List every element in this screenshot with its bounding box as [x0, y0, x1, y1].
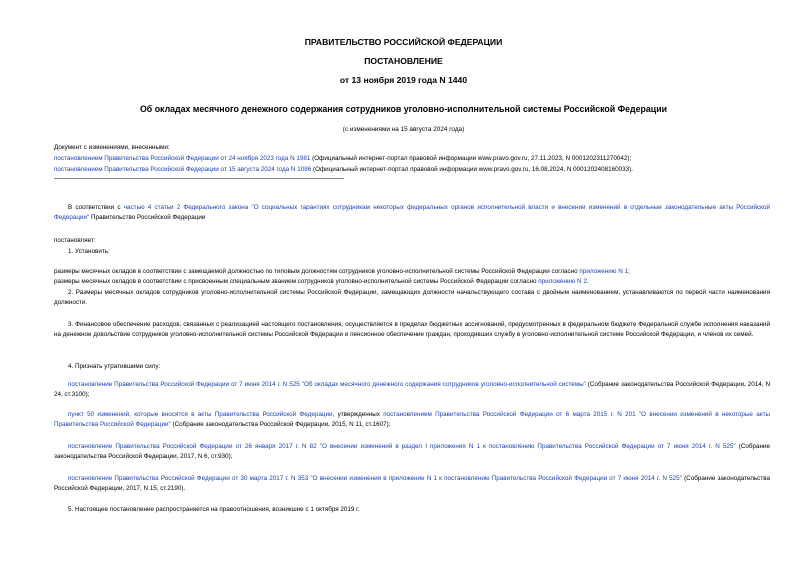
revision-note: (с изменениями на 15 августа 2024 года) [342, 126, 465, 133]
repealed-link[interactable]: постановление Правительства Российской Федерации от 30 марта 2017 г. N 353 "О внесении изменения в приложение N 1 к постановлению Правительства Российской Федерации от 7 июня 2014 г. N 525" [68, 475, 682, 482]
appendix-2-link[interactable]: приложению N 2 [538, 278, 587, 285]
change-link[interactable]: постановлением Правительства Российской Федерации от 15 августа 2024 года N 1086 [54, 166, 312, 173]
preamble: В соответствии с частью 4 статьи 2 Федерального закона "О социальных гарантиях сотрудникам некоторых федеральных органов исполнительной власти и внесении изменений в отдельные законодательные акты Российской Федерации" Правительство Российской Федерации [54, 204, 770, 221]
paragraph-2: 2. Размеры месячных окладов сотрудников уголовно-исполнительной системы Российской Федерации, замещающих должности начальствующего состава с двойным наименованием, устанавливаются по первой части наименования должности. [54, 289, 770, 306]
paragraph-1a: размеры месячных окладов в соответствии с замещаемой должностью по типовым должностям сотрудников уголовно-исполнительной системы Российской Федерации согласно приложению N 1; [54, 268, 630, 275]
repealed-item: постановление Правительства Российской Федерации от 7 июня 2014 г. N 525 "Об окладах месячного денежного содержания сотрудников уголовно-исполнительной системы" (Собрание законодательства Российской Федерации, 2014, N 24, ст.3100); [54, 381, 770, 398]
document-date-number: от 13 ноября 2019 года N 1440 [339, 75, 468, 85]
repealed-item: постановление Правительства Российской Федерации от 30 марта 2017 г. N 353 "О внесении изменения в приложение N 1 к постановлению Правительства Российской Федерации от 7 июня 2014 г. N 525" (Собрание законодательства Российской Федерации, 2017, N 15, ст.2190). [54, 475, 770, 492]
law-link[interactable]: частью 4 статьи 2 Федерального закона "О социальных гарантиях сотрудникам некоторых федеральных органов исполнительной власти и внесении изменений в отдельные законодательные акты Российской Федерации" [54, 204, 770, 221]
repealed-link[interactable]: постановление Правительства Российской Федерации от 7 июня 2014 г. N 525 "Об окладах месячного денежного содержания сотрудников уголовно-исполнительной системы" [68, 381, 586, 388]
change-item [54, 164, 754, 175]
change-item [54, 153, 754, 164]
paragraph-1: 1. Установить: [68, 248, 110, 255]
repealed-link[interactable]: постановление Правительства Российской Федерации от 26 января 2017 г. N 82 "О внесении изменений в раздел I приложения N 1 к постановлению Правительства Российской Федерации от 7 июня 2014 г. N 525" [68, 443, 736, 450]
paragraph-5: 5. Настоящее постановление распространяется на правоотношения, возникшие с 1 октября 2019 г. [68, 506, 360, 513]
repealed-item: пункт 50 изменений, которые вносятся в акты Правительства Российской Федерации, утвержденных постановлением Правительства Российской Федерации от 6 марта 2015 г. N 201 "О внесении изменений в некоторые акты Правительства Российской Федерации" (Собрание законодательства Российской Федерации, 2015, N 11, ст.1607); [54, 411, 770, 428]
divider [54, 178, 344, 179]
changes-intro: Документ с изменениями, внесенными: [54, 144, 170, 151]
repealed-link[interactable]: пункт 50 изменений, которые вносятся в акты Правительства Российской Федерации [68, 411, 333, 418]
repealed-item: постановление Правительства Российской Федерации от 26 января 2017 г. N 82 "О внесении изменений в раздел I приложения N 1 к постановлению Правительства Российской Федерации от 7 июня 2014 г. N 525" (Собрание законодательства Российской Федерации, 2017, N 6, ст.930); [54, 443, 770, 460]
change-source: (Официальный интернет-портал правовой информации www.pravo.gov.ru, 16.08.2024, N 0001202408160033). [311, 166, 634, 173]
changes-block [54, 142, 754, 179]
repealed-link[interactable]: постановлением Правительства Российской Федерации от 6 марта 2015 г. N 201 "О внесении изменений в некоторые акты Правительства Российской Федерации" [54, 411, 770, 428]
paragraph-4: 4. Признать утратившими силу: [68, 363, 161, 370]
paragraph-3: 3. Финансовое обеспечение расходов, связанных с реализацией настоящего постановления, осуществляется в пределах бюджетных ассигнований, предусмотренных в федеральном бюджете Федеральной службе исполнения наказаний на денежное довольствие сотрудников уголовно-исполнительной системы Российской Федерации и пенсионное обеспечение граждан, проходивших службу в уголовно-исполнительной системе Российской Федерации, и членов их семей. [54, 321, 770, 338]
paragraph-1b: размеры месячных окладов в соответствии с присвоенным специальным званием сотрудников уголовно-исполнительной системы Российской Федерации согласно приложению N 2. [54, 278, 589, 285]
change-source: (Официальный интернет-портал правовой информации www.pravo.gov.ru, 27.11.2023, N 0001202311270042); [310, 155, 632, 162]
appendix-1-link[interactable]: приложению N 1 [579, 268, 628, 275]
document-authority: ПРАВИТЕЛЬСТВО РОССИЙСКОЙ ФЕДЕРАЦИИ [304, 37, 503, 47]
change-link[interactable]: постановлением Правительства Российской Федерации от 24 ноября 2023 года N 1981 [54, 155, 311, 162]
document-type: ПОСТАНОВЛЕНИЕ [364, 56, 443, 66]
document-title: Об окладах месячного денежного содержания сотрудников уголовно-исполнительной системы Российской Федерации [139, 104, 668, 114]
decides-text: постановляет: [54, 237, 96, 244]
